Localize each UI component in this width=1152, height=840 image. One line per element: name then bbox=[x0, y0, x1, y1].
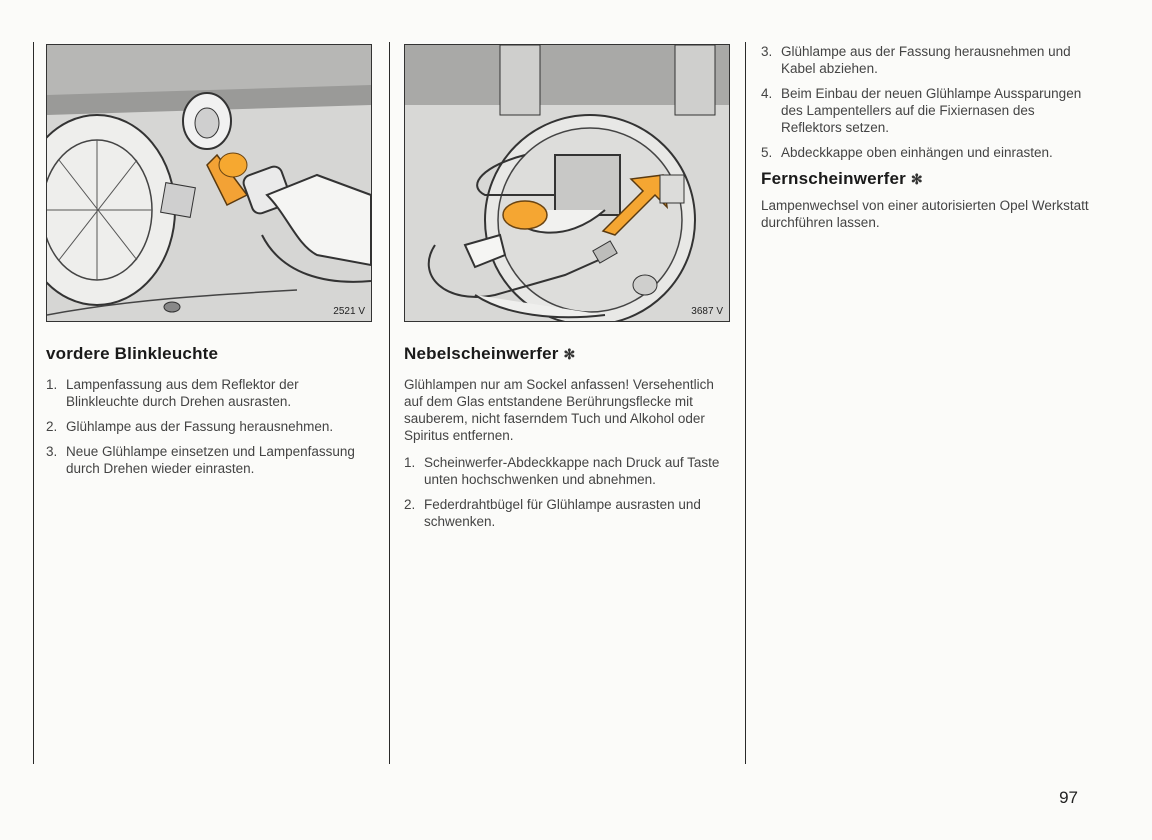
section-heading-fog-lamp: Nebelscheinwerfer ✻ bbox=[404, 344, 576, 363]
fog-lamp-drawing bbox=[405, 45, 729, 321]
step-item: 1. Lampenfassung aus dem Reflektor der Blinkleuchte durch Drehen ausrasten. bbox=[46, 377, 299, 409]
column-divider-left bbox=[33, 42, 34, 764]
figure-code: 3687 V bbox=[691, 306, 723, 317]
step-item: 5. Abdeckkappe oben einhängen und einrasten. bbox=[761, 145, 1053, 160]
step-item: 4. Beim Einbau der neuen Glühlampe Aussparungen des Lampentellers auf die Fixiernasen des Reflektors setzen. bbox=[761, 86, 1082, 135]
page-number: 97 bbox=[1059, 788, 1078, 807]
optional-equipment-mark: ✻ bbox=[910, 171, 923, 187]
right-column-text bbox=[761, 43, 1091, 231]
middle-column-text bbox=[404, 344, 728, 538]
fog-lamp-steps bbox=[404, 454, 728, 530]
fog-lamp-steps-continued bbox=[761, 43, 1091, 161]
column-divider-middle-left bbox=[389, 42, 390, 764]
turn-signal-steps bbox=[46, 376, 366, 477]
high-beam-note: Lampenwechsel von einer autorisierten Opel Werkstatt durchführen lassen. bbox=[761, 198, 1089, 230]
column-divider-middle-right bbox=[745, 42, 746, 764]
figure-code: 2521 V bbox=[333, 306, 365, 317]
left-column-text bbox=[46, 344, 366, 485]
step-item: 3. Glühlampe aus der Fassung herausnehmen und Kabel abziehen. bbox=[761, 44, 1071, 76]
section-heading-high-beam: Fernscheinwerfer ✻ bbox=[761, 169, 923, 188]
step-item: 1. Scheinwerfer-Abdeckkappe nach Druck auf Taste unten hochschwenken und abnehmen. bbox=[404, 455, 720, 487]
fog-lamp-bulb-illustration bbox=[404, 44, 730, 322]
turn-signal-bulb-illustration bbox=[46, 44, 372, 322]
fog-lamp-intro: Glühlampen nur am Sockel anfassen! Versehentlich auf dem Glas entstandene Berührungsflecke mit sauberem, nicht faserndem Tuch und Alkohol oder Spiritus entfernen. bbox=[404, 377, 714, 443]
section-heading-turn-signal: vordere Blinkleuchte bbox=[46, 344, 219, 363]
optional-equipment-mark: ✻ bbox=[563, 346, 576, 362]
step-item: 2. Glühlampe aus der Fassung herausnehmen. bbox=[46, 419, 334, 434]
step-item: 3. Neue Glühlampe einsetzen und Lampenfassung durch Drehen wieder einrasten. bbox=[46, 444, 355, 476]
turn-signal-drawing bbox=[47, 45, 371, 321]
step-item: 2. Federdrahtbügel für Glühlampe ausrasten und schwenken. bbox=[404, 497, 701, 529]
